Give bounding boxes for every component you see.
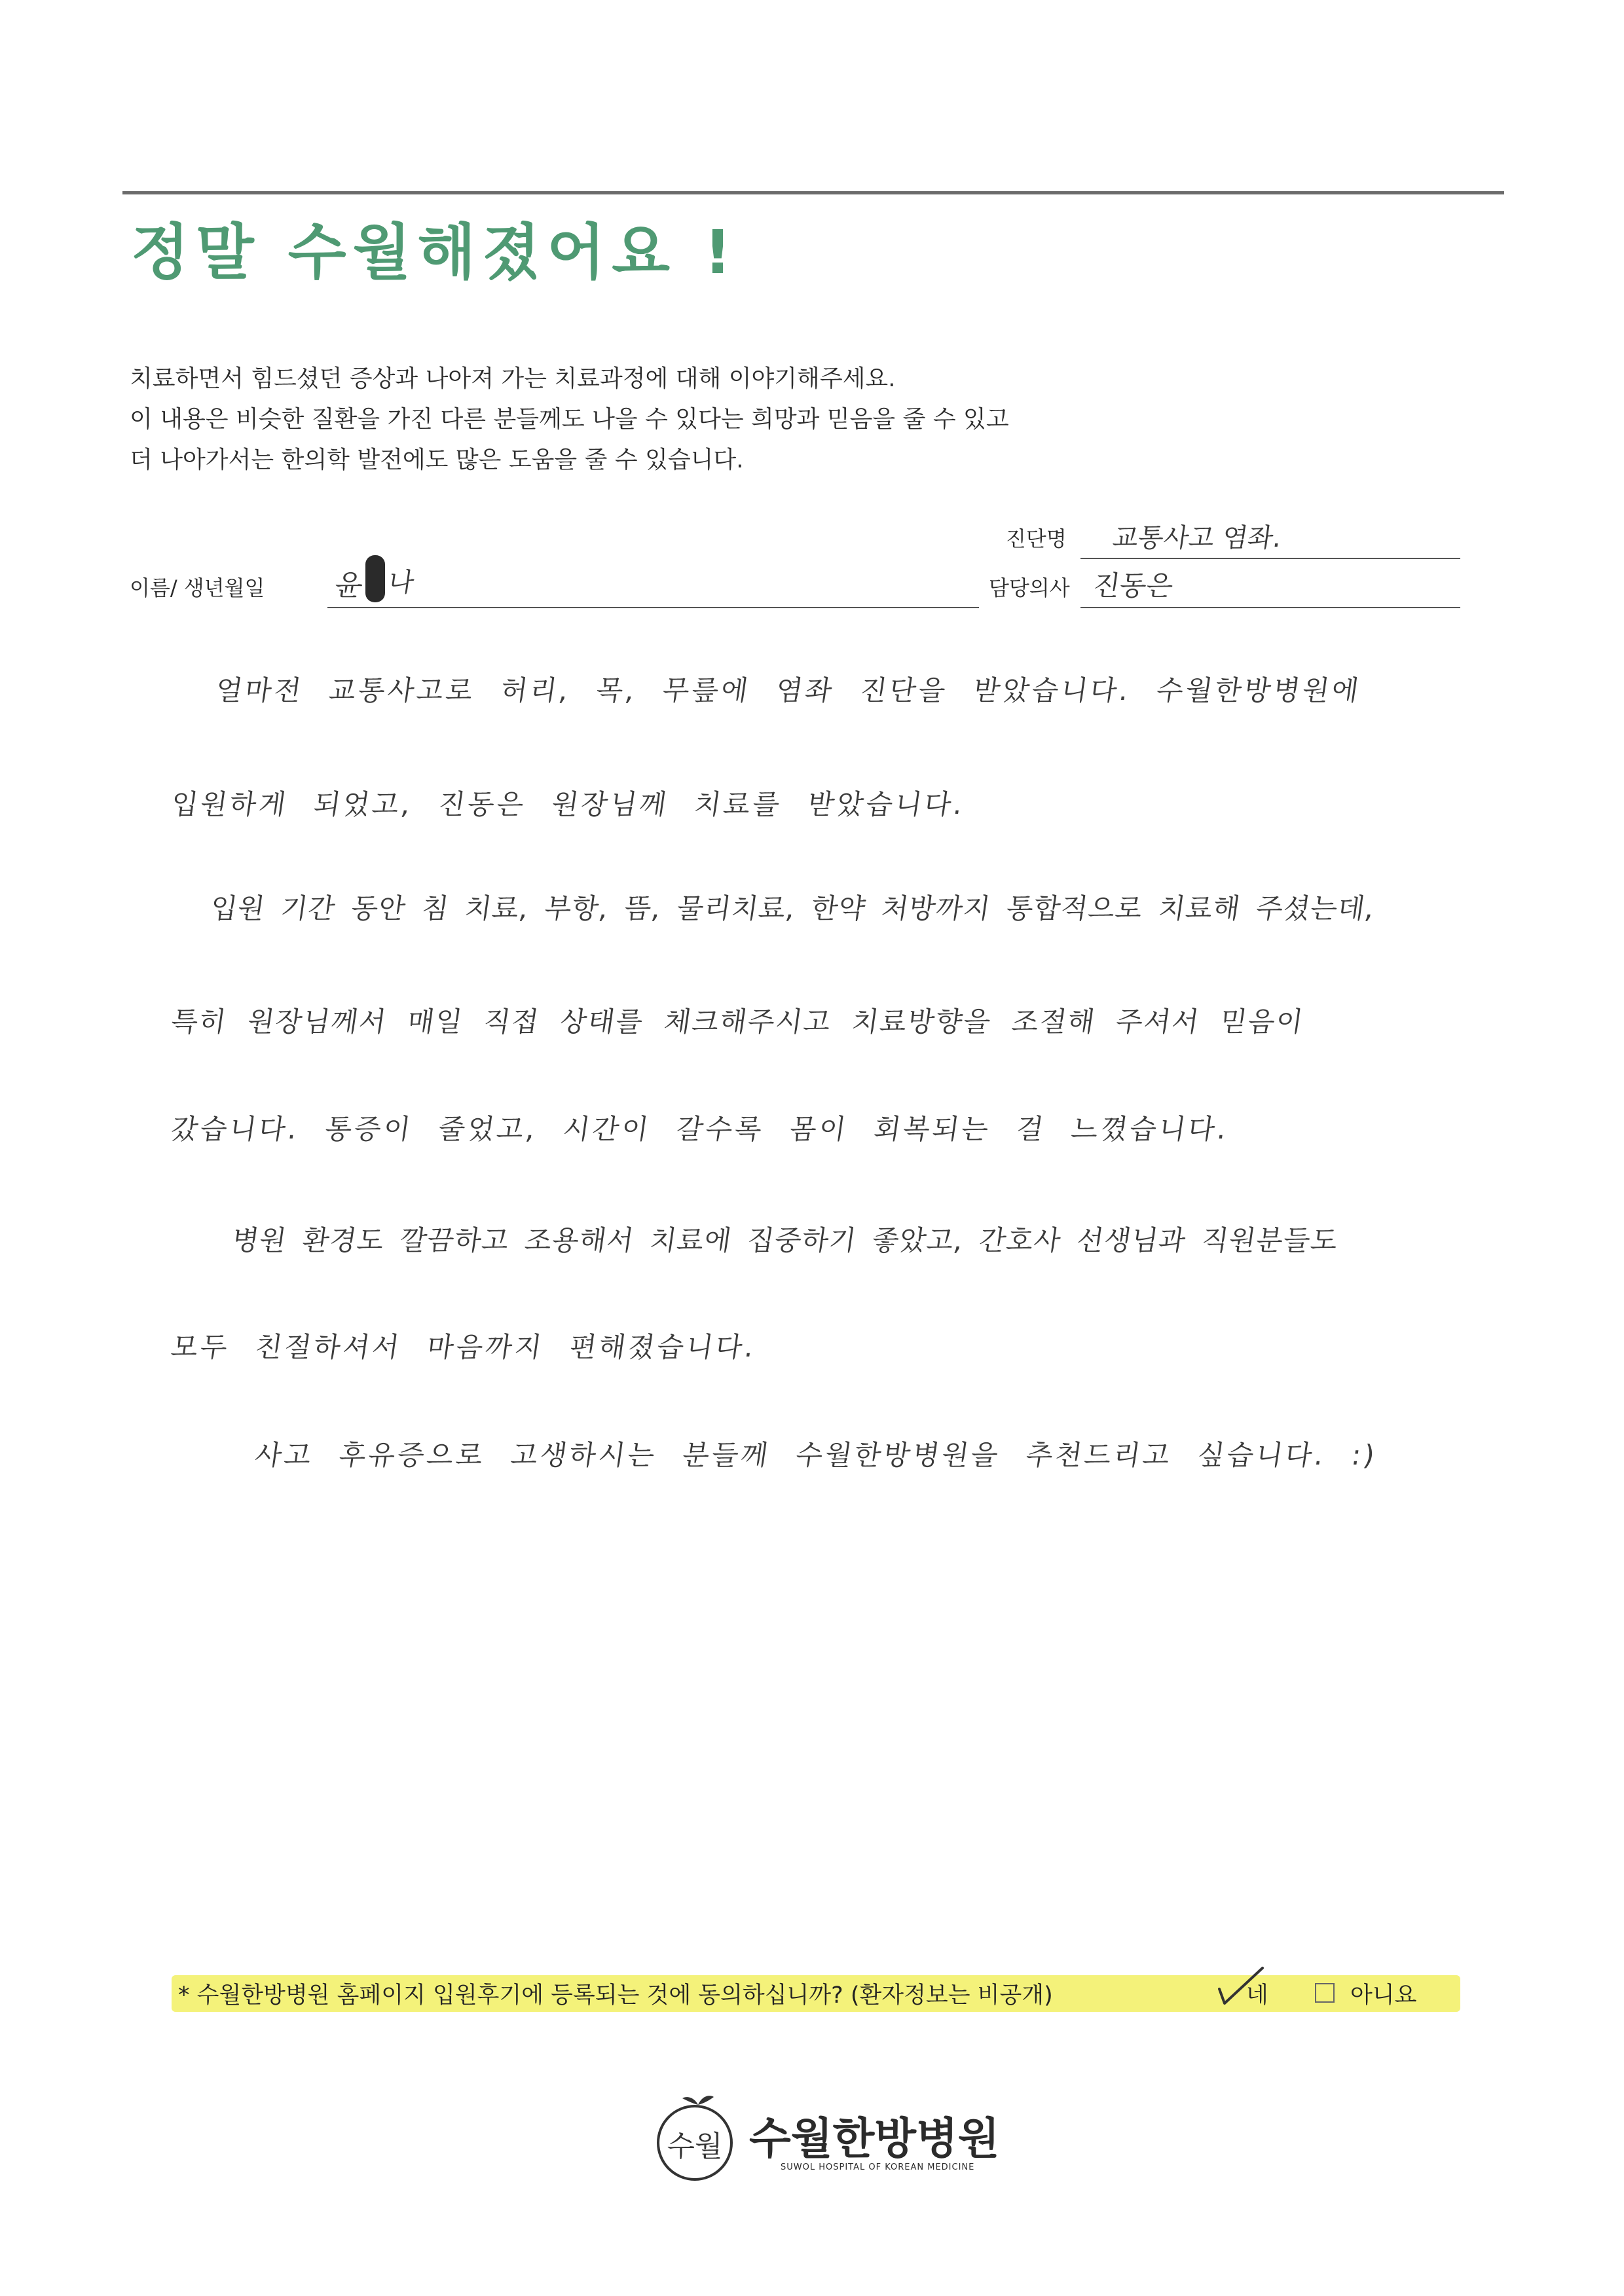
diagnosis-label: 진단명 (1006, 526, 1067, 551)
logo-name: 수월한방병원 (749, 2113, 1000, 2164)
review-line: 병원 환경도 깔끔하고 조용해서 치료에 집중하기 좋았고, 간호사 선생님과 직원분들도 (230, 1224, 1340, 1256)
doctor-underline (1080, 607, 1460, 608)
redaction-mark (365, 555, 385, 602)
intro-line: 치료하면서 힘드셨던 증상과 나아져 가는 치료과정에 대해 이야기해주세요. (130, 365, 896, 392)
intro-line: 이 내용은 비슷한 질환을 가진 다른 분들께도 나을 수 있다는 희망과 믿음을 줄 수 있고 (130, 406, 1009, 433)
diagnosis-value: 교통사고 염좌. (1111, 523, 1284, 553)
review-line: 모두 친절하셔서 마음까지 편해졌습니다. (169, 1331, 759, 1363)
consent-yes-option[interactable]: 네 (1246, 1982, 1268, 2009)
logo-subtitle: SUWOL HOSPITAL OF KOREAN MEDICINE (781, 2162, 975, 2172)
page-title: 정말 수월해졌어요 ! (131, 217, 738, 287)
logo-emblem-text: 수월 (667, 2130, 723, 2163)
intro-text (130, 359, 1009, 481)
review-line: 입원 기간 동안 침 치료, 부항, 뜸, 물리치료, 한약 처방까지 통합적으로 치료해 주셨는데, (208, 892, 1377, 924)
review-line: 입원하게 되었고, 진동은 원장님께 치료를 받았습니다. (169, 788, 968, 820)
consent-question: * 수월한방병원 홈페이지 입원후기에 등록되는 것에 동의하십니까? (환자정보는 비공개) (178, 1982, 1053, 2009)
top-rule (122, 191, 1504, 194)
doctor-value: 진동은 (1091, 570, 1175, 602)
consent-no-checkbox[interactable] (1315, 1983, 1335, 2003)
diagnosis-underline (1080, 558, 1460, 559)
name-label: 이름/ 생년월일 (130, 575, 265, 600)
name-value-first: 윤 (332, 569, 365, 602)
review-line: 얼마전 교통사고로 허리, 목, 무릎에 염좌 진단을 받았습니다. 수월한방병원에 (213, 674, 1363, 706)
name-underline (327, 607, 979, 608)
review-line: 사고 후유증으로 고생하시는 분들께 수월한방병원을 추천드리고 싶습니다. :) (253, 1439, 1380, 1471)
intro-line: 더 나아가서는 한의학 발전에도 많은 도움을 줄 수 있습니다. (130, 446, 744, 473)
name-value-last: 나 (386, 568, 416, 598)
review-line: 특히 원장님께서 매일 직접 상태를 체크해주시고 치료방향을 조절해 주셔서 믿음이 (169, 1006, 1306, 1038)
logo-emblem-icon (652, 2092, 737, 2183)
review-line: 갔습니다. 통증이 줄었고, 시간이 갈수록 몸이 회복되는 걸 느꼈습니다. (169, 1113, 1231, 1145)
hospital-logo (652, 2092, 1000, 2183)
consent-no-option[interactable]: 아니요 (1350, 1982, 1417, 2009)
doctor-label: 담당의사 (989, 575, 1070, 600)
